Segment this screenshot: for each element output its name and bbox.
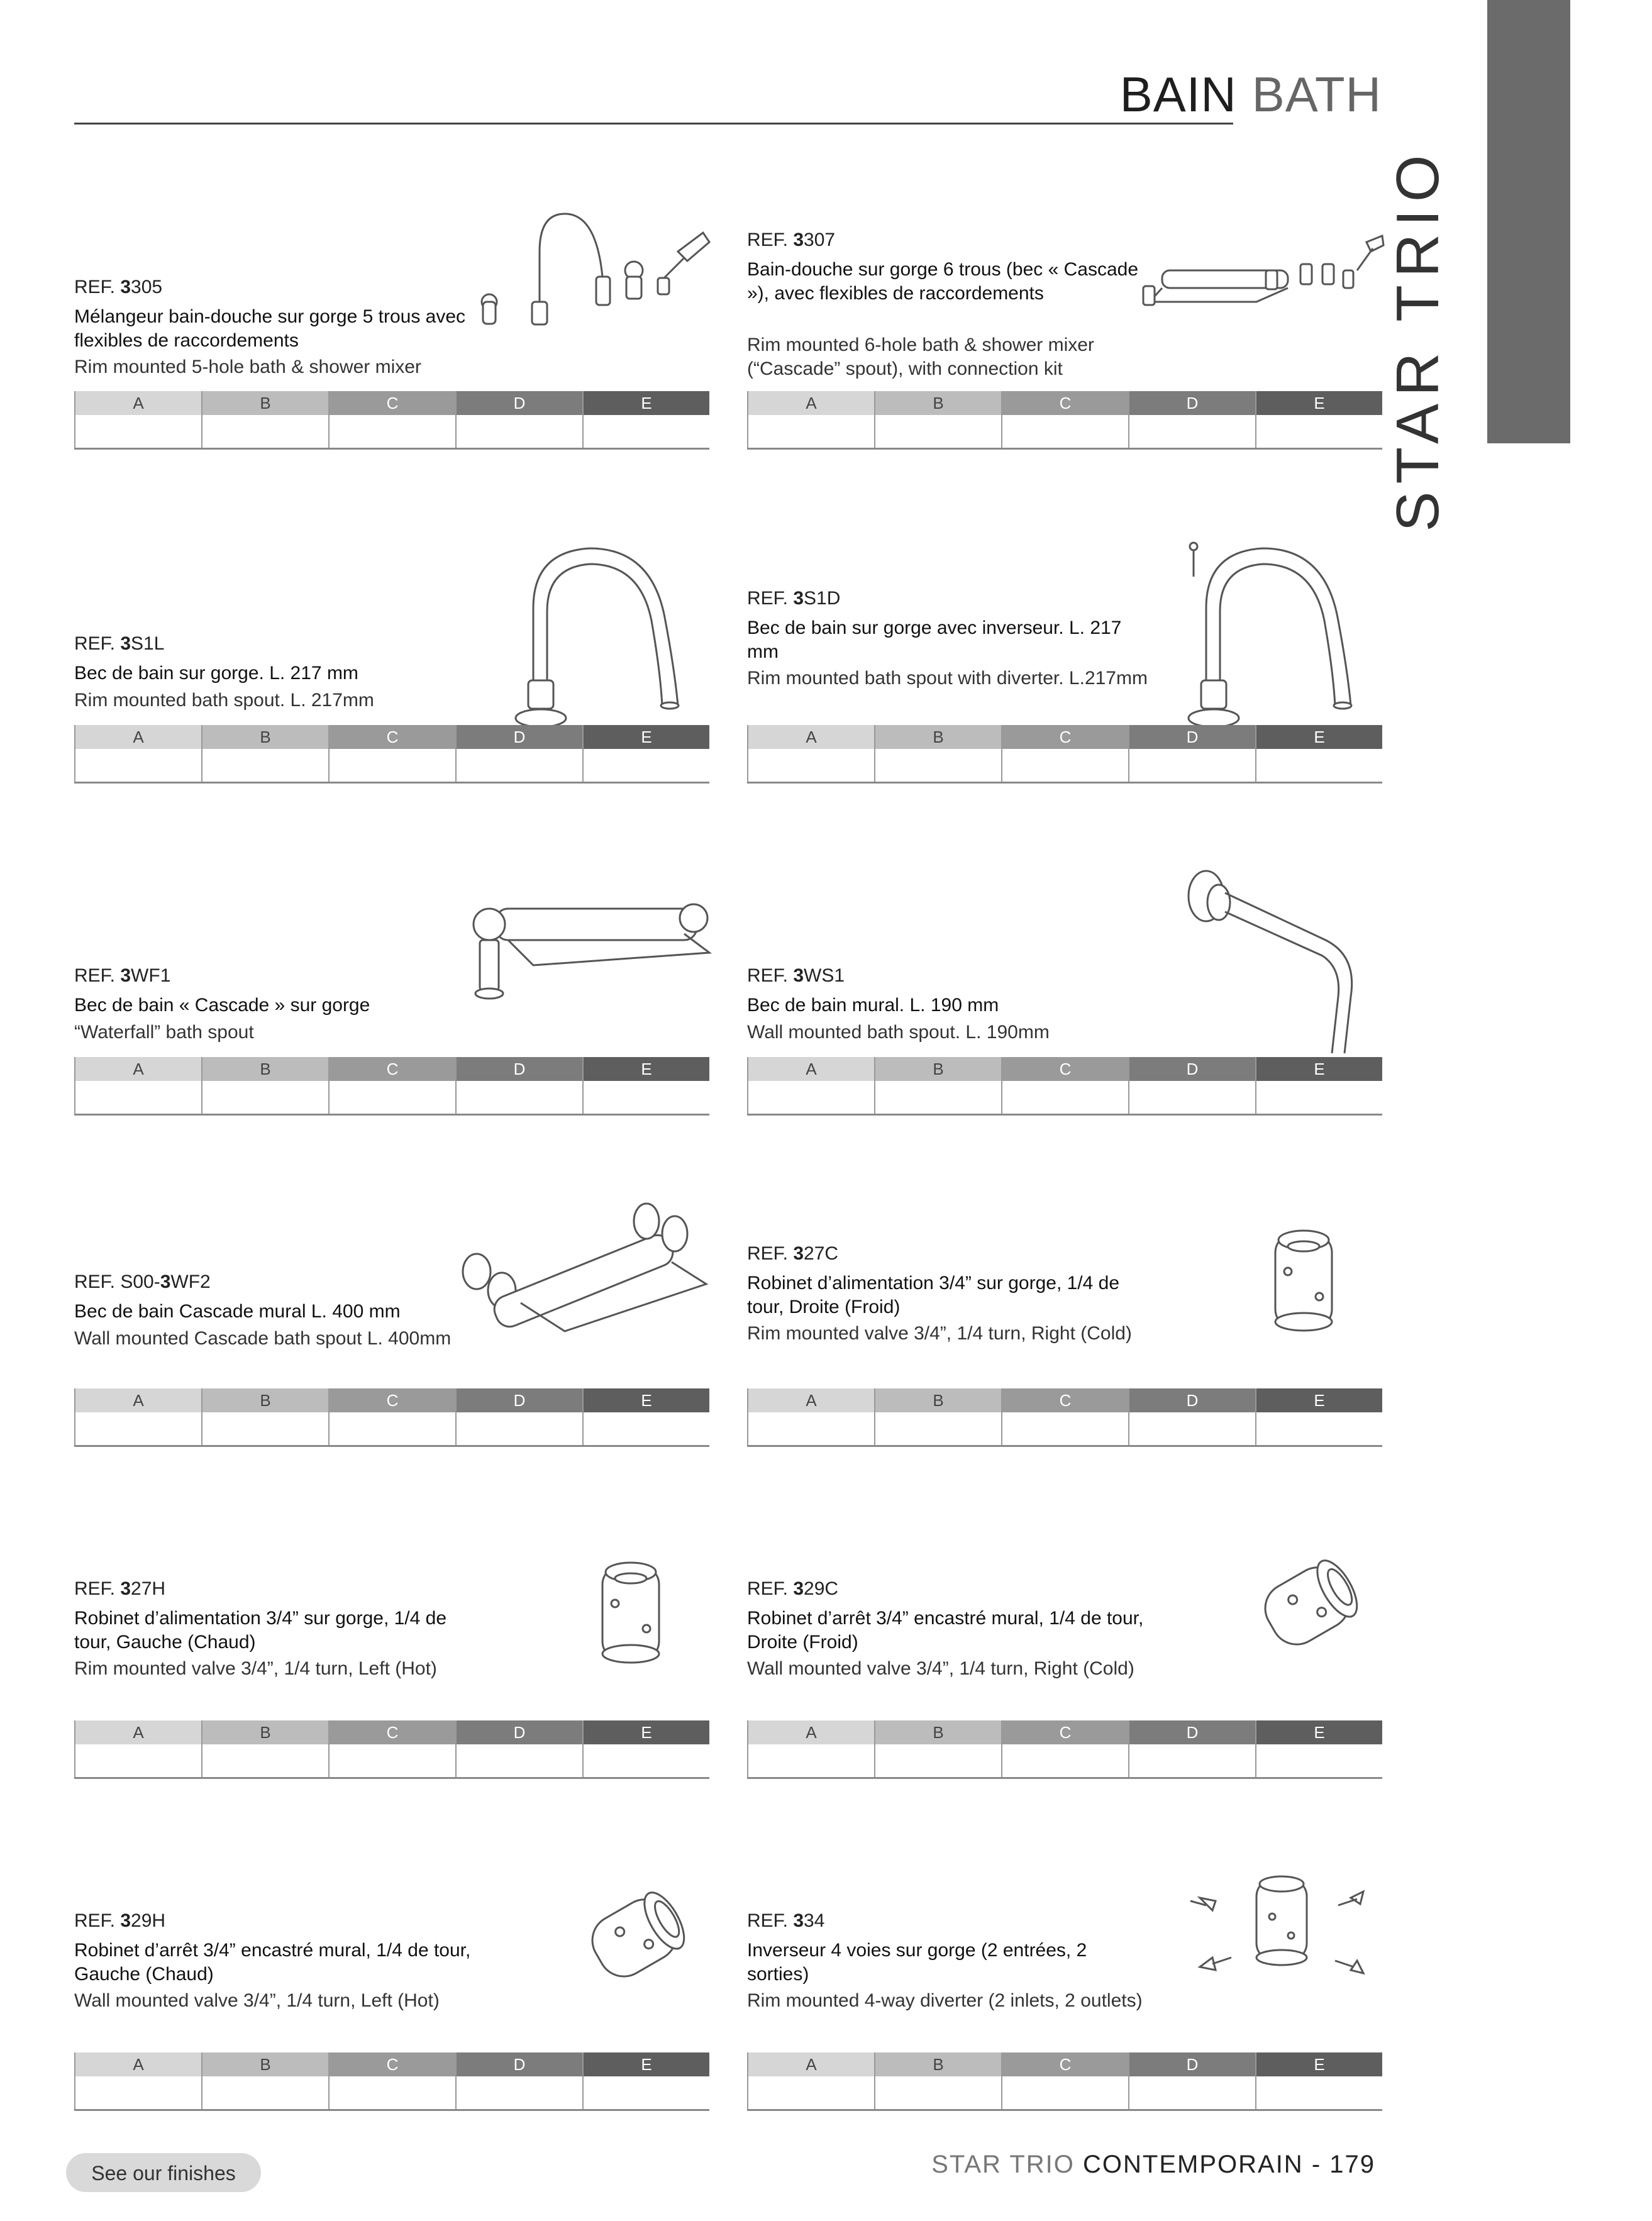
finish-cell — [747, 1720, 874, 1777]
finish-header: C — [1002, 725, 1128, 749]
finish-cell — [74, 1388, 201, 1445]
finish-cell — [74, 725, 201, 782]
finish-header: C — [330, 1720, 455, 1744]
product-drawing — [1181, 1866, 1382, 1992]
product-ref: REF. 329C — [747, 1578, 839, 1599]
finish-cell — [1128, 1057, 1255, 1114]
finish-cell — [201, 2052, 328, 2109]
finish-cell — [874, 1057, 1001, 1114]
side-tab-label: CONTEMPORAIN — [1621, 52, 1645, 287]
page-number: 179 — [1329, 2151, 1375, 2178]
product-desc-fr: Robinet d’arrêt 3/4” encastré mural, 1/4 de tour, Gauche (Chaud) — [74, 1940, 471, 1985]
footer-collection: STAR TRIO — [931, 2151, 1075, 2178]
finish-header: B — [202, 2052, 328, 2076]
product-desc-fr: Robinet d’alimentation 3/4” sur gorge, 1/4 de tour, Droite (Froid) — [747, 1273, 1120, 1317]
product-block — [747, 208, 1382, 454]
footer-range: CONTEMPORAIN — [1083, 2151, 1304, 2178]
finish-header: B — [202, 1057, 328, 1081]
product-desc-fr: Robinet d’alimentation 3/4” sur gorge, 1/4 de tour, Gauche (Chaud) — [74, 1608, 447, 1653]
finish-header: D — [457, 725, 582, 749]
finish-cell — [747, 1057, 874, 1114]
finish-header: D — [1129, 1720, 1255, 1744]
product-desc-en: Wall mounted bath spout. L. 190mm — [747, 1022, 1050, 1043]
finish-header: D — [457, 1057, 582, 1081]
product-drawing — [571, 1879, 709, 2005]
product-block — [74, 539, 709, 788]
finish-cell — [455, 391, 582, 448]
side-tab — [1487, 0, 1570, 443]
finish-header: C — [330, 391, 455, 415]
finish-cell — [1255, 1720, 1382, 1777]
product-ref: REF. S00-3WF2 — [74, 1271, 211, 1292]
finish-header: E — [1256, 2052, 1382, 2076]
product-desc-fr: Bec de bain « Cascade » sur gorge — [74, 995, 370, 1016]
finish-cell — [455, 725, 582, 782]
finish-grid — [74, 2052, 709, 2111]
finish-cell — [874, 1720, 1001, 1777]
finish-grid — [74, 1388, 709, 1447]
finish-header: A — [75, 2052, 201, 2076]
finish-cell — [328, 1057, 455, 1114]
product-drawing — [1143, 233, 1382, 314]
product-drawing — [470, 208, 709, 327]
finish-cell — [328, 2052, 455, 2109]
finish-header: A — [748, 1720, 874, 1744]
finish-header: E — [584, 1057, 709, 1081]
finish-header: D — [1129, 391, 1255, 415]
product-desc-fr: Mélangeur bain-douche sur gorge 5 trous avec flexibles de raccordements — [74, 306, 466, 351]
finish-cell — [201, 1057, 328, 1114]
finish-header: B — [875, 1388, 1001, 1412]
finish-header: E — [584, 1388, 709, 1412]
product-desc-fr: Bec de bain sur gorge avec inverseur. L. 217 mm — [747, 618, 1122, 662]
finish-header: C — [1002, 1057, 1128, 1081]
finish-grid — [747, 391, 1382, 450]
finish-grid — [747, 1720, 1382, 1779]
product-ref: REF. 334 — [747, 1910, 825, 1931]
product-ref: REF. 3S1D — [747, 588, 841, 609]
finish-cell — [747, 2052, 874, 2109]
finish-cell — [455, 1720, 582, 1777]
finish-header: E — [584, 725, 709, 749]
product-desc-en: Rim mounted 4-way diverter (2 inlets, 2 outlets) — [747, 1990, 1143, 2011]
finish-cell — [874, 391, 1001, 448]
product-desc-en: Wall mounted valve 3/4”, 1/4 turn, Right (Cold) — [747, 1658, 1134, 1679]
product-desc-fr: Bain-douche sur gorge 6 trous (bec « Cascade »), avec flexibles de raccordements — [747, 259, 1139, 304]
see-finishes-button[interactable]: See our finishes — [66, 2153, 261, 2192]
product-drawing — [470, 883, 709, 1003]
product-block — [747, 871, 1382, 1120]
finish-header: B — [875, 2052, 1001, 2076]
finish-header: C — [1002, 391, 1128, 415]
finish-header: B — [202, 391, 328, 415]
finish-header: A — [75, 725, 201, 749]
product-block — [74, 871, 709, 1120]
finish-grid — [747, 1388, 1382, 1447]
product-ref: REF. 3307 — [747, 230, 836, 250]
finish-header: D — [1129, 1388, 1255, 1412]
finish-header: D — [457, 2052, 582, 2076]
finish-cell — [74, 1057, 201, 1114]
finish-cell — [1128, 391, 1255, 448]
footer-separator: - — [1303, 2151, 1330, 2178]
product-block — [74, 1202, 709, 1451]
finish-cell — [874, 725, 1001, 782]
finish-cell — [1255, 391, 1382, 448]
collection-name: STAR TRIO — [1384, 147, 1451, 532]
product-block — [74, 1534, 709, 1783]
finish-header: D — [457, 1388, 582, 1412]
product-block — [747, 1866, 1382, 2115]
product-desc-en: Rim mounted 5-hole bath & shower mixer — [74, 357, 421, 377]
finish-cell — [201, 725, 328, 782]
finish-cell — [328, 1720, 455, 1777]
finish-cell — [1001, 1388, 1128, 1445]
product-block — [74, 208, 709, 454]
finish-header: A — [748, 1057, 874, 1081]
finish-header: B — [202, 725, 328, 749]
finish-header: E — [1256, 1388, 1382, 1412]
finish-cell — [328, 1388, 455, 1445]
finish-header: B — [202, 1720, 328, 1744]
finish-cell — [1128, 1720, 1255, 1777]
product-desc-fr: Robinet d’arrêt 3/4” encastré mural, 1/4 de tour, Droite (Froid) — [747, 1608, 1144, 1653]
finish-cell — [1255, 1388, 1382, 1445]
finish-header: A — [748, 2052, 874, 2076]
finish-header: D — [1129, 1057, 1255, 1081]
product-drawing — [1244, 1547, 1382, 1673]
product-drawing — [1168, 539, 1382, 740]
finish-header: B — [875, 725, 1001, 749]
finish-cell — [455, 1057, 582, 1114]
finish-header: B — [202, 1388, 328, 1412]
product-desc-fr: Inverseur 4 voies sur gorge (2 entrées, 2 sorties) — [747, 1940, 1087, 1985]
product-drawing — [496, 539, 709, 740]
finish-cell — [1128, 725, 1255, 782]
finish-cell — [1128, 1388, 1255, 1445]
finish-cell — [874, 1388, 1001, 1445]
product-block — [747, 1202, 1382, 1451]
finish-header: E — [584, 391, 709, 415]
finish-grid — [74, 1057, 709, 1116]
finish-header: B — [875, 1057, 1001, 1081]
product-drawing — [1181, 871, 1382, 1060]
finish-header: D — [457, 1720, 582, 1744]
finish-cell — [201, 391, 328, 448]
finish-cell — [1128, 2052, 1255, 2109]
finish-cell — [1001, 725, 1128, 782]
finish-header: E — [1256, 1720, 1382, 1744]
product-desc-en: Rim mounted bath spout. L. 217mm — [74, 690, 374, 711]
product-ref: REF. 3305 — [74, 277, 163, 297]
finish-cell — [74, 2052, 201, 2109]
finish-header: A — [748, 725, 874, 749]
product-desc-en: Wall mounted Cascade bath spout L. 400mm — [74, 1328, 452, 1349]
title-en: BATH — [1251, 67, 1382, 122]
finish-cell — [455, 2052, 582, 2109]
product-desc-en: Rim mounted valve 3/4”, 1/4 turn, Right (Cold) — [747, 1323, 1132, 1344]
product-desc-fr: Bec de bain Cascade mural L. 400 mm — [74, 1301, 401, 1322]
product-ref: REF. 3WF1 — [74, 965, 171, 986]
product-desc-fr: Bec de bain mural. L. 190 mm — [747, 995, 999, 1016]
product-block — [74, 1866, 709, 2115]
finish-header: B — [875, 391, 1001, 415]
product-desc-fr: Bec de bain sur gorge. L. 217 mm — [74, 663, 358, 684]
finish-cell — [747, 1388, 874, 1445]
finish-header: E — [1256, 725, 1382, 749]
product-block — [747, 1534, 1382, 1783]
product-desc-en: Rim mounted 6-hole bath & shower mixer (“Cascade” spout), with connection kit — [747, 335, 1094, 379]
finish-cell — [582, 2052, 709, 2109]
finish-header: C — [330, 1388, 455, 1412]
finish-header: E — [1256, 391, 1382, 415]
finish-grid — [74, 391, 709, 450]
finish-cell — [1255, 2052, 1382, 2109]
product-ref: REF. 327C — [747, 1243, 839, 1264]
product-drawing — [1244, 1221, 1382, 1347]
product-block — [747, 539, 1382, 788]
finish-header: A — [75, 391, 201, 415]
header-rule — [74, 123, 1233, 125]
finish-cell — [747, 391, 874, 448]
finish-cell — [582, 725, 709, 782]
finish-cell — [455, 1388, 582, 1445]
finish-header: E — [1256, 1057, 1382, 1081]
title-fr: BAIN — [1119, 67, 1237, 122]
product-desc-en: Rim mounted valve 3/4”, 1/4 turn, Left (Hot) — [74, 1658, 437, 1679]
finish-header: B — [875, 1720, 1001, 1744]
finish-cell — [74, 391, 201, 448]
finish-header: C — [1002, 1388, 1128, 1412]
product-ref: REF. 329H — [74, 1910, 166, 1931]
product-desc-en: Wall mounted valve 3/4”, 1/4 turn, Left (Hot) — [74, 1990, 440, 2011]
finish-header: A — [748, 391, 874, 415]
finish-cell — [1001, 391, 1128, 448]
finish-header: A — [75, 1388, 201, 1412]
finish-cell — [582, 1720, 709, 1777]
product-ref: REF. 3WS1 — [747, 965, 845, 986]
product-drawing — [571, 1553, 709, 1679]
finish-cell — [582, 1388, 709, 1445]
finish-header: A — [75, 1720, 201, 1744]
finish-header: A — [75, 1057, 201, 1081]
product-ref: REF. 327H — [74, 1578, 166, 1599]
finish-grid — [747, 1057, 1382, 1116]
finish-header: E — [584, 2052, 709, 2076]
product-drawing — [458, 1202, 709, 1353]
finish-cell — [1255, 1057, 1382, 1114]
finish-cell — [747, 725, 874, 782]
finish-cell — [874, 2052, 1001, 2109]
finish-cell — [582, 391, 709, 448]
finish-cell — [582, 1057, 709, 1114]
finish-cell — [1255, 725, 1382, 782]
finish-cell — [201, 1388, 328, 1445]
finish-cell — [1001, 1057, 1128, 1114]
finish-grid — [74, 725, 709, 784]
finish-header: E — [584, 1720, 709, 1744]
finish-grid — [747, 2052, 1382, 2111]
finish-header: C — [330, 2052, 455, 2076]
product-desc-en: Rim mounted bath spout with diverter. L.217mm — [747, 668, 1148, 689]
finish-cell — [201, 1720, 328, 1777]
finish-header: C — [1002, 1720, 1128, 1744]
finish-cell — [1001, 2052, 1128, 2109]
product-ref: REF. 3S1L — [74, 633, 165, 654]
finish-header: A — [748, 1388, 874, 1412]
finish-header: D — [1129, 2052, 1255, 2076]
finish-header: C — [330, 1057, 455, 1081]
finish-grid — [747, 725, 1382, 784]
finish-header: C — [1002, 2052, 1128, 2076]
finish-cell — [1001, 1720, 1128, 1777]
page-footer — [931, 2151, 1375, 2179]
finish-cell — [328, 391, 455, 448]
finish-header: D — [457, 391, 582, 415]
product-desc-en: “Waterfall” bath spout — [74, 1022, 254, 1043]
finish-cell — [74, 1720, 201, 1777]
finish-grid — [74, 1720, 709, 1779]
finish-header: C — [330, 725, 455, 749]
page-title — [1120, 66, 1382, 123]
finish-header: D — [1129, 725, 1255, 749]
finish-cell — [328, 725, 455, 782]
